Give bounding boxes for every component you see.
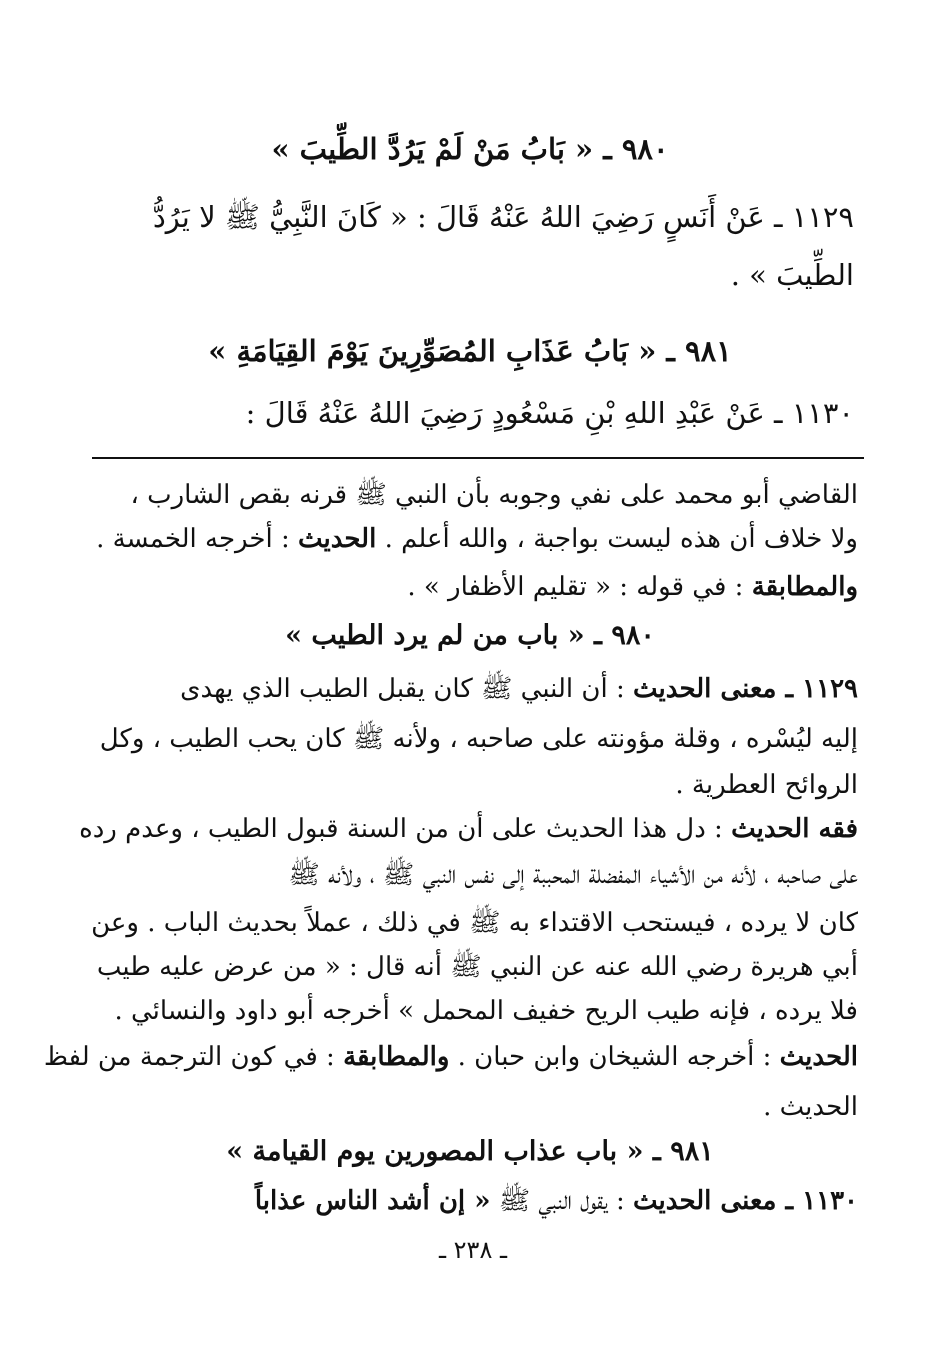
commentary-line xyxy=(98,1184,858,1222)
commentary-label-correspondence: والمطابقة xyxy=(343,1042,450,1072)
chapter-title-980: ٩٨٠ ـ « بَابُ مَنْ لَمْ يَرُدَّ الطِّيبَ » xyxy=(271,132,669,166)
commentary-line xyxy=(43,1042,858,1072)
commentary-line: الحديث . xyxy=(763,1092,858,1122)
commentary-text: ولا خلاف أن هذه ليست بواجبة ، والله أعلم . xyxy=(384,524,858,554)
commentary-line: على صاحبه ، لأنه من الأشياء المفضلة المحببة إلى نفس النبي ﷺ ، ولأنه ﷺ xyxy=(288,860,858,890)
hadith-1129-line-1: ١١٢٩ ـ عَنْ أَنَسٍ رَضِيَ اللهُ عَنْهُ قَالَ : « كَانَ النَّبِيُّ ﷺ لا يَرُدُّ xyxy=(152,200,854,234)
commentary-label-meaning: ١١٢٩ ـ معنى الحديث xyxy=(633,674,858,704)
commentary-line: إليه ليُسْره ، وقلة مؤونته على صاحبه ، ولأنه ﷺ كان يحب الطيب ، وكل xyxy=(99,724,858,754)
commentary-label-hadith: الحديث xyxy=(297,524,377,554)
hadith-1129-line-2: الطِّيبَ » . xyxy=(730,258,854,292)
commentary-label-fiqh: فقه الحديث xyxy=(731,814,858,844)
commentary-chapter-title-981: ٩٨١ ـ « باب عذاب المصورين يوم القيامة » xyxy=(226,1136,714,1167)
commentary-text: : أن النبي ﷺ كان يقبل الطيب الذي يهدى xyxy=(180,674,625,704)
commentary-line: القاضي أبو محمد على نفي وجوبه بأن النبي ﷺ قرنه بقص الشارب ، xyxy=(130,480,858,510)
commentary-quote: « إن أشد الناس عذاباً xyxy=(254,1186,491,1216)
commentary-text: : أخرجه الخمسة . xyxy=(96,524,290,554)
page-number: ـ ٢٣٨ ـ xyxy=(438,1236,507,1264)
commentary-chapter-title-980: ٩٨٠ ـ « باب من لم يرد الطيب » xyxy=(285,620,655,651)
commentary-text: : يقول النبي ﷺ xyxy=(498,1186,625,1216)
commentary-label-correspondence: والمطابقة xyxy=(751,572,858,602)
commentary-line: أبي هريرة رضي الله عنه عن النبي ﷺ أنه قال : « من عرض عليه طيب xyxy=(96,952,858,982)
commentary-text: : في كون الترجمة من لفظ xyxy=(43,1042,335,1072)
footnote-separator xyxy=(92,457,864,459)
chapter-title-981: ٩٨١ ـ « بَابُ عَذَابِ المُصَوِّرِينَ يَوْمَ القِيَامَةِ » xyxy=(208,334,732,368)
commentary-line xyxy=(98,672,858,710)
commentary-label-hadith: الحديث xyxy=(779,1042,858,1072)
commentary-line: فلا يرده ، فإنه طيب الريح خفيف المحمل » أخرجه أبو داود والنسائي . xyxy=(114,996,858,1026)
commentary-line: الروائح العطرية . xyxy=(675,770,858,800)
commentary-line xyxy=(98,572,858,602)
commentary-label-meaning: ١١٣٠ ـ معنى الحديث xyxy=(633,1186,858,1216)
commentary-line: كان لا يرده ، فيستحب الاقتداء به ﷺ في ذلك ، عملاً بحديث الباب . وعن xyxy=(91,908,858,938)
commentary-text: : في قوله : « تقليم الأظفار » . xyxy=(407,572,744,602)
commentary-text: : دل هذا الحديث على أن من السنة قبول الطيب ، وعدم رده xyxy=(79,814,723,844)
hadith-1130-line-1: ١١٣٠ ـ عَنْ عَبْدِ اللهِ بْنِ مَسْعُودٍ رَضِيَ اللهُ عَنْهُ قَالَ : xyxy=(245,396,854,430)
commentary-text: : أخرجه الشيخان وابن حبان . xyxy=(457,1042,772,1072)
commentary-line xyxy=(98,524,858,554)
commentary-line xyxy=(79,814,858,844)
